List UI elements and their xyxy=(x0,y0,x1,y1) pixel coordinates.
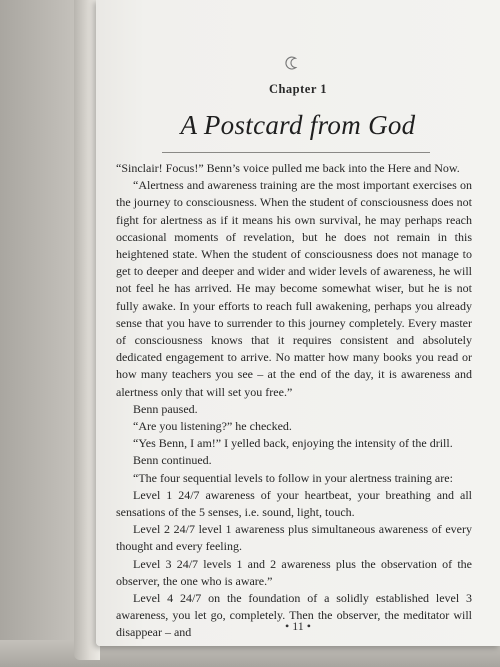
paragraph: Benn paused. xyxy=(133,401,198,416)
chapter-label: Chapter 1 xyxy=(268,82,328,96)
crescent-moon-icon xyxy=(283,55,299,71)
paragraph: Level 4 24/7 on the foundation of a solidly established level 3 awareness, you let go, completely. Then the observer, the meditator will disappear – and xyxy=(116,591,472,640)
paragraph: “Yes Benn, I am!” I yelled back, enjoying the intensity of the drill. xyxy=(133,436,453,451)
title-divider xyxy=(162,152,430,153)
paragraph: Level 3 24/7 levels 1 and 2 awareness plus the observation of the observer, the one who is aware.” xyxy=(116,556,472,588)
paragraph: “Alertness and awareness training are the most important exercises on the journey to consciousness. When the student of consciousness does not fight for alertness as if it means his own survival, he may perhaps reach occasional moments of revelation, but he does not remain in this heightened state. When the student of consciousness does not manage to get to deeper and deeper and wider and wider levels of awareness, he will not feel he has arrived. He may become somewhat wiser, but he is not fully awake. In your efforts to reach full awakening, perhaps you already sense that you have to surrender to this journey completely. Every master of consciousness knows that it requires consistent and absolutely dedicated engagement to arrive. No matter how many books you read or how many teachers you see – at the end of the day, it is awareness and alertness only that will set you free.” xyxy=(116,178,472,399)
page-number: • 11 • xyxy=(285,619,311,633)
chapter-title: A Postcard from God xyxy=(180,110,416,140)
paragraph: Benn continued. xyxy=(133,453,212,468)
chapter-body xyxy=(116,160,472,642)
paragraph: Level 1 24/7 awareness of your heartbeat, your breathing and all sensations of the 5 senses, i.e. sound, light, touch. xyxy=(116,487,472,520)
paragraph: “Are you listening?” he checked. xyxy=(133,419,292,434)
paragraph: Level 2 24/7 level 1 awareness plus simultaneous awareness of every thought and every feeling. xyxy=(116,522,472,554)
paragraph: “The four sequential levels to follow in your alertness training are: xyxy=(133,470,453,485)
paragraph: “Sinclair! Focus!” Benn’s voice pulled me back into the Here and Now. xyxy=(116,161,460,175)
